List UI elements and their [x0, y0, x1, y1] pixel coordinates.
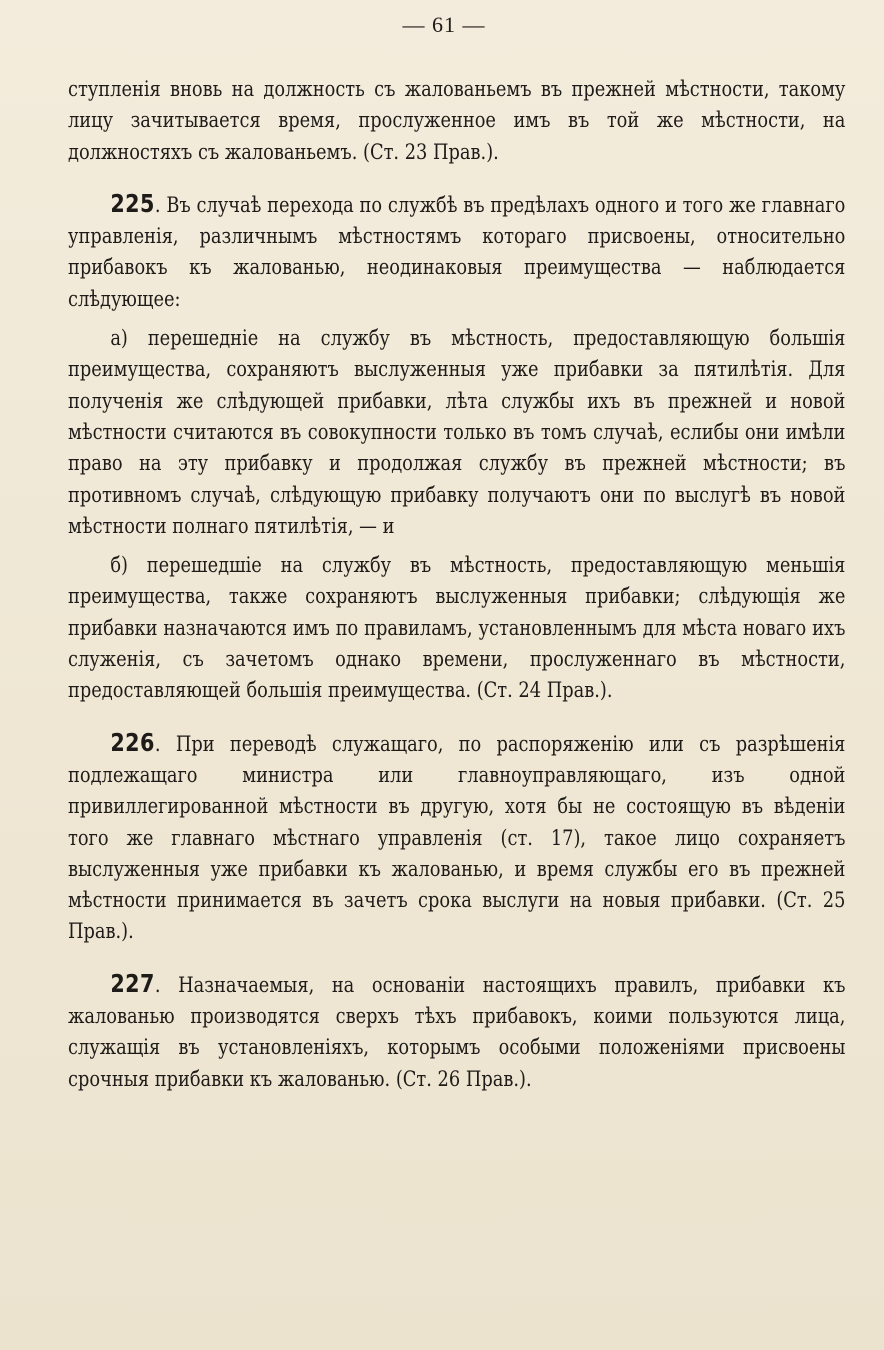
article-225-item-a: [68, 323, 845, 542]
article-number: 225: [110, 188, 155, 218]
page-number: — 61 —: [402, 12, 486, 37]
article-text: . При переводѣ служащаго, по распоряженію или съ разрѣшенія подлежащаго министра или главноуправляющаго, изъ одной привиллегированной мѣстности въ другую, хотя бы не состоящую въ вѣденіи того же главнаго мѣстнаго управленія (ст. 17), такое лицо сохраняетъ выслуженныя уже прибавки къ жалованью, и время службы его въ прежней мѣстности принимается въ зачетъ срока выслуги на новыя прибавки. (Ст. 25 Прав.).: [68, 731, 846, 945]
article-text: . Назначаемыя, на основаніи настоящихъ правилъ, прибавки къ жалованью производятся сверхъ тѣхъ прибавокъ, коими пользуются лица, служащія въ установленіяхъ, которымъ особыми положеніями присвоены срочныя прибавки къ жалованью. (Ст. 26 Прав.).: [68, 972, 846, 1092]
article-number: 227: [110, 968, 155, 998]
article-number: 226: [110, 727, 155, 757]
item-text: б) перешедшіе на службу въ мѣстность, предоставляющую меньшія преимущества, также сохраняютъ выслуженныя прибавки; слѣдующія же прибавки назначаются имъ по правиламъ, установленнымъ для мѣста новаго ихъ служенія, съ зачетомъ однако времени, прослуженнаго въ мѣстности, предоставляющей большія преимущества. (Ст. 24 Прав.).: [68, 553, 846, 704]
article-text: . Въ случаѣ перехода по службѣ въ предѣлахъ одного и того же главнаго управленія, различнымъ мѣстностямъ котораго присвоены, относительно прибавокъ къ жалованью, неодинаковыя преимущества — наблюдается слѣдующее:: [68, 192, 846, 312]
paragraph-text: ступленія вновь на должность съ жалованьемъ въ прежней мѣстности, такому лицу зачитывается время, прослуженное имъ въ той же мѣстности, на должностяхъ съ жалованьемъ. (Ст. 23 Прав.).: [68, 77, 846, 165]
article-226: [68, 727, 845, 948]
article-225-item-b: [68, 550, 845, 706]
item-text: а) перешедніе на службу въ мѣстность, предоставляющую большія преимущества, сохраняютъ выслуженныя уже прибавки за пятилѣтія. Для полученія же слѣдующей прибавки, лѣта службы ихъ въ прежней и новой мѣстности считаются въ совокупности только въ томъ случаѣ, еслибы они имѣли право на эту прибавку и продолжая службу въ прежней мѣстности; въ противномъ случаѣ, слѣдующую прибавку получаютъ они по выслугѣ въ новой мѣстности полнаго пятилѣтія, — и: [68, 326, 846, 539]
article-227: [68, 968, 845, 1095]
article-225: [68, 188, 845, 315]
paragraph-continuation: [68, 74, 845, 168]
